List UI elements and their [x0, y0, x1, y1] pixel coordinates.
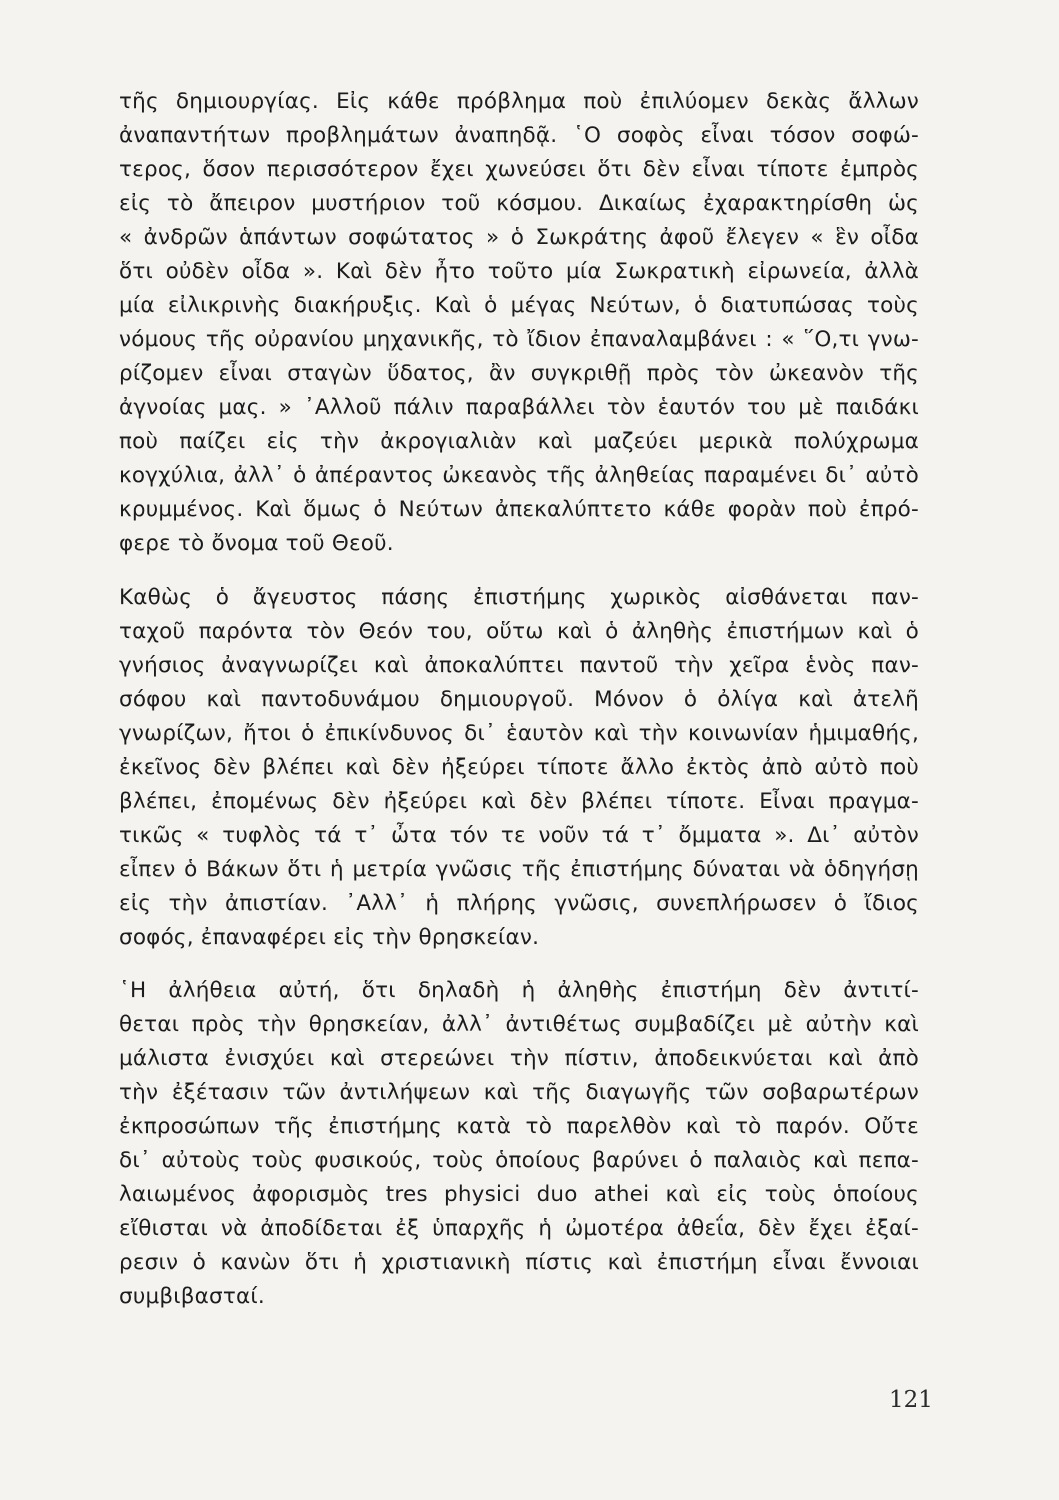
text-line: τικῶς « τυφλὸς τά τ᾽ ὦτα τόν τε νοῦν τά τ᾽ ὄμματα ». Δι᾽ αὐτὸν [119, 823, 919, 848]
text-line: κρυμμένος. Καὶ ὅμως ὁ Νεύτων ἀπεκαλύπτετο κάθε φορὰν ποὺ ἐπρό- [119, 497, 919, 522]
text-line: βλέπει, ἐπομένως δὲν ἠξεύρει καὶ δὲν βλέπει τίποτε. Εἶναι πραγμα- [119, 789, 919, 814]
text-line: ἐκεῖνος δὲν βλέπει καὶ δὲν ἠξεύρει τίποτε ἄλλο ἐκτὸς ἀπὸ αὐτὸ ποὺ [119, 755, 919, 780]
text-line: τὴν ἐξέτασιν τῶν ἀντιλήψεων καὶ τῆς διαγωγῆς τῶν σοβαρωτέρων [119, 1080, 919, 1105]
text-line: ῾Η ἀλήθεια αὐτή, ὅτι δηλαδὴ ἡ ἀληθὴς ἐπιστήμη δὲν ἀντιτί- [119, 978, 919, 1003]
text-line: εἰς τὴν ἀπιστίαν. ᾽Αλλ᾽ ἡ πλήρης γνῶσις, συνεπλήρωσεν ὁ ἴδιος [119, 891, 919, 916]
text-line: γνήσιος ἀναγνωρίζει καὶ ἀποκαλύπτει παντοῦ τὴν χεῖρα ἑνὸς παν- [119, 653, 919, 678]
text-line: εἰς τὸ ἄπειρον μυστήριον τοῦ κόσμου. Δικαίως ἐχαρακτηρίσθη ὡς [119, 191, 919, 216]
text-line: δι᾽ αὐτοὺς τοὺς φυσικούς, τοὺς ὁποίους βαρύνει ὁ παλαιὸς καὶ πεπα- [119, 1148, 919, 1173]
text-line: γνωρίζων, ἤτοι ὁ ἐπικίνδυνος δι᾽ ἑαυτὸν καὶ τὴν κοινωνίαν ἡμιμαθής, [119, 721, 919, 746]
page-number: 121 [889, 1387, 933, 1413]
text-line: θεται πρὸς τὴν θρησκείαν, ἀλλ᾽ ἀντιθέτως συμβαδίζει μὲ αὐτὴν καὶ [119, 1012, 919, 1037]
text-line: ρίζομεν εἶναι σταγὼν ὕδατος, ἂν συγκριθῇ πρὸς τὸν ὠκεανὸν τῆς [119, 361, 919, 386]
text-line: μία εἰλικρινὴς διακήρυξις. Καὶ ὁ μέγας Νεύτων, ὁ διατυπώσας τοὺς [119, 293, 919, 318]
text-line: λαιωμένος ἀφορισμὸς tres physici duo athei καὶ εἰς τοὺς ὁποίους [119, 1182, 919, 1207]
text-line: ταχοῦ παρόντα τὸν Θεόν του, οὕτω καὶ ὁ ἀληθὴς ἐπιστήμων καὶ ὁ [119, 619, 919, 644]
text-line: ὅτι οὐδὲν οἶδα ». Καὶ δὲν ἦτο τοῦτο μία Σωκρατικὴ εἰρωνεία, ἀλλὰ [119, 259, 919, 284]
text-line: κογχύλια, ἀλλ᾽ ὁ ἀπέραντος ὠκεανὸς τῆς ἀληθείας παραμένει δι᾽ αὐτὸ [119, 463, 919, 488]
text-line: τῆς δημιουργίας. Εἰς κάθε πρόβλημα ποὺ ἐπιλύομεν δεκὰς ἄλλων [119, 89, 919, 114]
text-line: ἐκπροσώπων τῆς ἐπιστήμης κατὰ τὸ παρελθὸν καὶ τὸ παρόν. Οὔτε [119, 1114, 919, 1139]
text-line: ἀναπαντήτων προβλημάτων ἀναπηδᾷ. ῾Ο σοφὸς εἶναι τόσον σοφώ- [119, 123, 919, 148]
text-line: τερος, ὅσον περισσότερον ἔχει χωνεύσει ὅτι δὲν εἶναι τίποτε ἐμπρὸς [119, 157, 919, 182]
text-line: συμβιβασταί. [119, 1284, 265, 1309]
text-line: ἀγνοίας μας. » ᾽Αλλοῦ πάλιν παραβάλλει τὸν ἑαυτόν του μὲ παιδάκι [119, 395, 919, 420]
text-line: εἶπεν ὁ Βάκων ὅτι ἡ μετρία γνῶσις τῆς ἐπιστήμης δύναται νὰ ὁδηγήσῃ [119, 857, 919, 882]
text-line: νόμους τῆς οὐρανίου μηχανικῆς, τὸ ἴδιον ἐπαναλαμβάνει : « ῞Ο,τι γνω- [119, 327, 919, 352]
text-line: μάλιστα ἐνισχύει καὶ στερεώνει τὴν πίστιν, ἀποδεικνύεται καὶ ἀπὸ [119, 1046, 919, 1071]
text-line: ποὺ παίζει εἰς τὴν ἀκρογιαλιὰν καὶ μαζεύει μερικὰ πολύχρωμα [119, 429, 919, 454]
text-line: ρεσιν ὁ κανὼν ὅτι ἡ χριστιανικὴ πίστις καὶ ἐπιστήμη εἶναι ἔννοιαι [119, 1250, 919, 1275]
text-line: σοφός, ἐπαναφέρει εἰς τὴν θρησκείαν. [119, 925, 540, 950]
text-line: εἴθισται νὰ ἀποδίδεται ἐξ ὑπαρχῆς ἡ ὠμοτέρα ἀθεΐα, δὲν ἔχει ἐξαί- [119, 1216, 919, 1241]
text-line: Καθὼς ὁ ἄγευστος πάσης ἐπιστήμης χωρικὸς αἰσθάνεται παν- [119, 585, 919, 610]
text-line: φερε τὸ ὄνομα τοῦ Θεοῦ. [119, 531, 394, 556]
text-line: « ἀνδρῶν ἁπάντων σοφώτατος » ὁ Σωκράτης ἀφοῦ ἔλεγεν « ἓν οἶδα [119, 225, 919, 250]
text-line: σόφου καὶ παντοδυνάμου δημιουργοῦ. Μόνον ὁ ὀλίγα καὶ ἀτελῆ [119, 687, 919, 712]
